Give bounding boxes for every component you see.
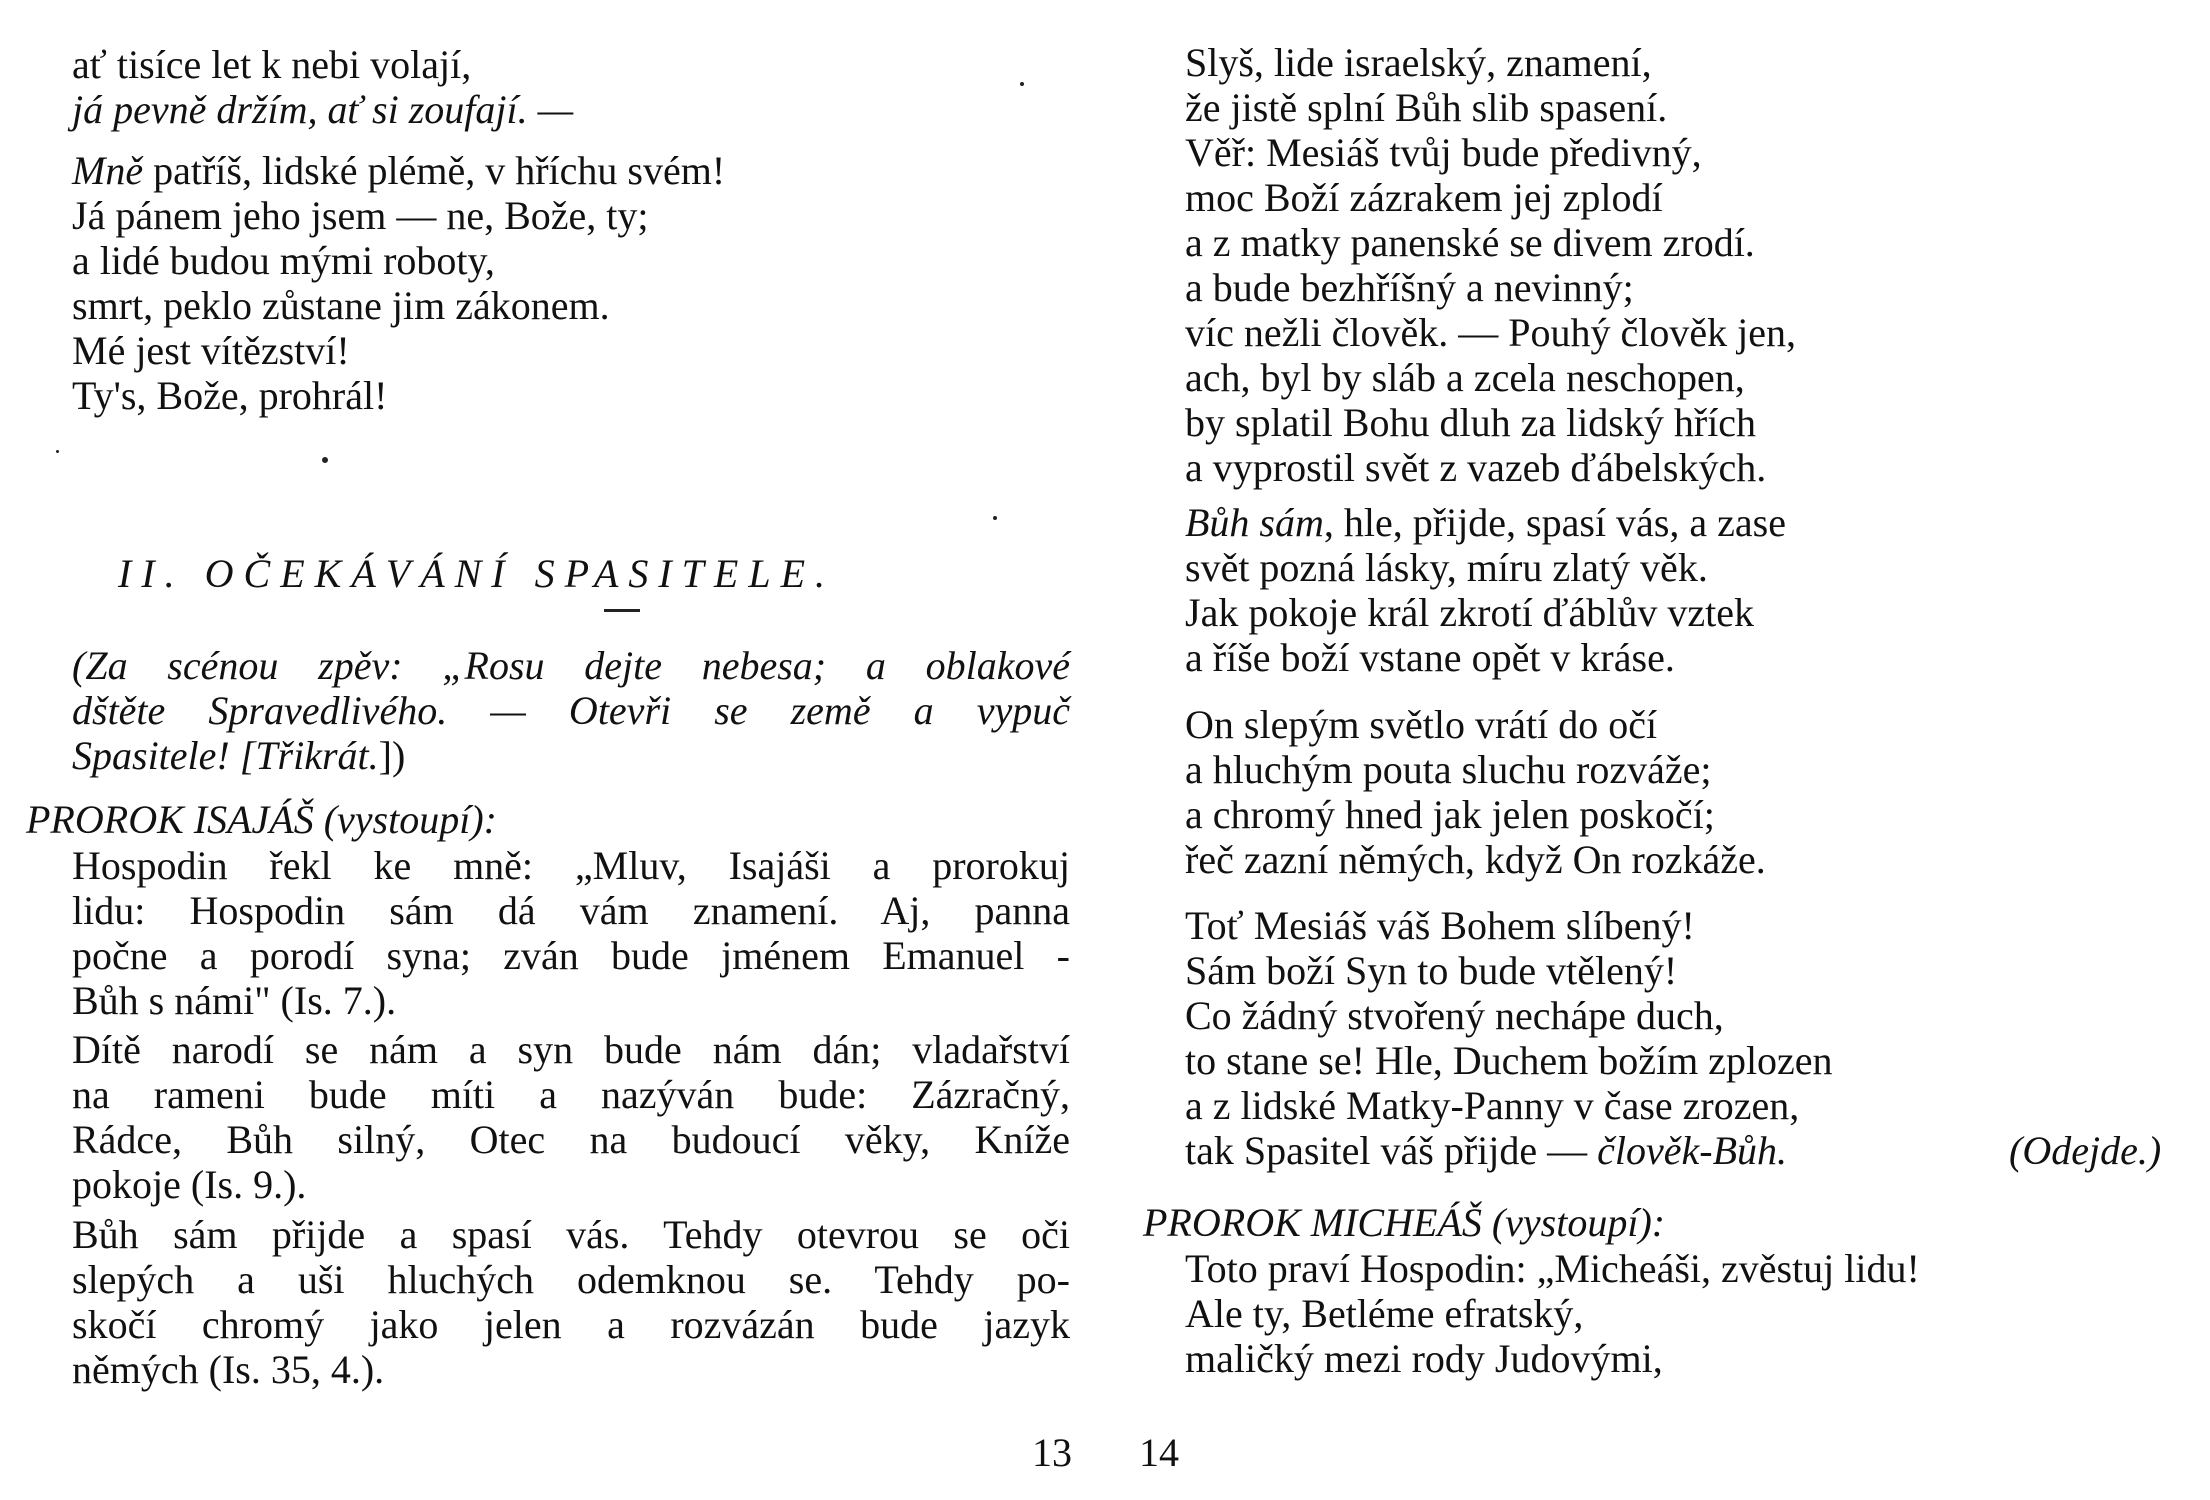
verse-line: že jistě splní Bůh slib spasení. bbox=[1185, 85, 1668, 130]
speaker-heading: PROROK ISAJÁŠ (vystoupí): bbox=[26, 797, 497, 842]
stage-exit: (Odejde.) bbox=[2009, 1128, 2162, 1173]
paragraph-line: Dítě narodí se nám a syn bude nám dán; vladařství bbox=[72, 1027, 1070, 1072]
verse-line: Ale ty, Betléme efratský, bbox=[1185, 1291, 1584, 1336]
direction-line: (Za scénou zpěv: „Rosu dejte nebesa; a oblakové bbox=[72, 643, 1070, 688]
emphasis: Mně bbox=[72, 148, 144, 193]
verse-line: Toť Mesiáš váš Bohem slíbený! bbox=[1185, 903, 1695, 948]
verse-line: maličký mezi rody Judovými, bbox=[1185, 1336, 1663, 1381]
print-speck bbox=[56, 450, 59, 453]
verse-line: to stane se! Hle, Duchem božím zplozen bbox=[1185, 1038, 1833, 1083]
verse-line: Věř: Mesiáš tvůj bude předivný, bbox=[1185, 130, 1702, 175]
stanza bbox=[1185, 40, 1796, 490]
stage-direction bbox=[72, 643, 1070, 778]
page-number: 13 bbox=[1032, 1430, 1072, 1475]
print-speck bbox=[993, 516, 997, 520]
emphasis: člověk-Bůh. bbox=[1597, 1128, 1788, 1173]
verse-line: a hluchým pouta sluchu rozváže; bbox=[1185, 747, 1712, 792]
paragraph-line: slepých a uši hluchých odemknou se. Tehdy po- bbox=[72, 1257, 1070, 1302]
verse-line: Slyš, lide israelský, znamení, bbox=[1185, 40, 1652, 85]
section-title: II. OČEKÁVÁNÍ SPASITELE. bbox=[118, 551, 836, 596]
verse-line: svět pozná lásky, míru zlatý věk. bbox=[1185, 545, 1708, 590]
verse-line: a bude bezhříšný a nevinný; bbox=[1185, 265, 1634, 310]
verse-line: a lidé budou mými roboty, bbox=[72, 238, 495, 283]
prophecy-paragraph bbox=[72, 843, 1070, 1023]
verse-line: řeč zazní němých, když On rozkáže. bbox=[1185, 837, 1766, 882]
verse-line: víc nežli člověk. — Pouhý člověk jen, bbox=[1185, 310, 1796, 355]
prophecy-verse bbox=[1185, 1246, 1920, 1381]
verse-line: moc Boží zázrakem jej zplodí bbox=[1185, 175, 1663, 220]
paragraph-line: počne a porodí syna; zván bude jménem Emanuel - bbox=[72, 933, 1070, 978]
verse-line: Co žádný stvořený nechápe duch, bbox=[1185, 993, 1724, 1038]
verse-line: Bůh sám, hle, přijde, spasí vás, a zase bbox=[1185, 500, 1786, 545]
verse-line: Mé jest vítězství! bbox=[72, 328, 350, 373]
prophecy-paragraph bbox=[72, 1212, 1070, 1392]
verse-line: On slepým světlo vrátí do očí bbox=[1185, 702, 1658, 747]
prophecy-paragraph bbox=[72, 1027, 1070, 1207]
verse-line: já pevně držím, ať si zoufají. — bbox=[72, 87, 574, 132]
verse-line: a z matky panenské se divem zrodí. bbox=[1185, 220, 1755, 265]
emphasis-italic: Třikrát. bbox=[255, 733, 379, 778]
speaker-heading: PROROK MICHEÁŠ (vystoupí): bbox=[1143, 1200, 1666, 1245]
verse-end bbox=[72, 42, 573, 132]
title-underline-mark bbox=[604, 609, 640, 612]
verse-devil bbox=[72, 148, 725, 418]
verse-line: a říše boží vstane opět v kráse. bbox=[1185, 635, 1675, 680]
paragraph-line: na rameni bude míti a nazýván bude: Zázračný, bbox=[72, 1072, 1070, 1117]
stanza bbox=[1185, 500, 1786, 680]
verse-line: Já pánem jeho jsem — ne, Bože, ty; bbox=[72, 193, 649, 238]
paragraph-line: skočí chromý jako jelen a rozvázán bude jazyk bbox=[72, 1302, 1070, 1347]
verse-line: by splatil Bohu dluh za lidský hřích bbox=[1185, 400, 1757, 445]
verse-line: Toto praví Hospodin: „Micheáši, zvěstuj lidu! bbox=[1185, 1246, 1920, 1291]
verse-line: a chromý hned jak jelen poskočí; bbox=[1185, 792, 1715, 837]
paragraph-line: pokoje (Is. 9.). bbox=[72, 1162, 307, 1207]
paragraph-line: Bůh s námi" (Is. 7.). bbox=[72, 978, 397, 1023]
paragraph-line: Bůh sám přijde a spasí vás. Tehdy otevrou se oči bbox=[72, 1212, 1070, 1257]
page-number: 14 bbox=[1139, 1430, 1179, 1475]
verse-line: a z lidské Matky-Panny v čase zrozen, bbox=[1185, 1083, 1800, 1128]
paragraph-line: lidu: Hospodin sám dá vám znamení. Aj, panna bbox=[72, 888, 1070, 933]
stanza bbox=[1185, 903, 1833, 1173]
print-speck bbox=[322, 457, 328, 463]
verse-line: Jak pokoje král zkrotí ďáblův vztek bbox=[1185, 590, 1755, 635]
stanza bbox=[1185, 702, 1766, 882]
verse-line: tak Spasitel váš přijde — člověk-Bůh. bbox=[1185, 1128, 1788, 1173]
paragraph-line: Hospodin řekl ke mně: „Mluv, Isajáši a prorokuj bbox=[72, 843, 1070, 888]
verse-line: a vyprostil svět z vazeb ďábelských. bbox=[1185, 445, 1767, 490]
page-14 bbox=[1105, 0, 2210, 1500]
verse-line: ať tisíce let k nebi volají, bbox=[72, 42, 472, 87]
paragraph-line: němých (Is. 35, 4.). bbox=[72, 1347, 385, 1392]
paragraph-line: Rádce, Bůh silný, Otec na budoucí věky, Kníže bbox=[72, 1117, 1070, 1162]
direction-line: Spasitele! [Třikrát.]) bbox=[72, 733, 406, 778]
verse-line: Sám boží Syn to bude vtělený! bbox=[1185, 948, 1678, 993]
print-speck bbox=[1020, 82, 1024, 86]
emphasis: Bůh sám bbox=[1185, 500, 1324, 545]
verse-line: smrt, peklo zůstane jim zákonem. bbox=[72, 283, 610, 328]
direction-line: dštěte Spravedlivého. — Otevři se země a vypuč bbox=[72, 688, 1070, 733]
verse-line: ach, byl by sláb a zcela neschopen, bbox=[1185, 355, 1745, 400]
verse-line: Mně patříš, lidské plémě, v hříchu svém! bbox=[72, 148, 726, 193]
verse-line: Ty's, Bože, prohrál! bbox=[72, 373, 388, 418]
